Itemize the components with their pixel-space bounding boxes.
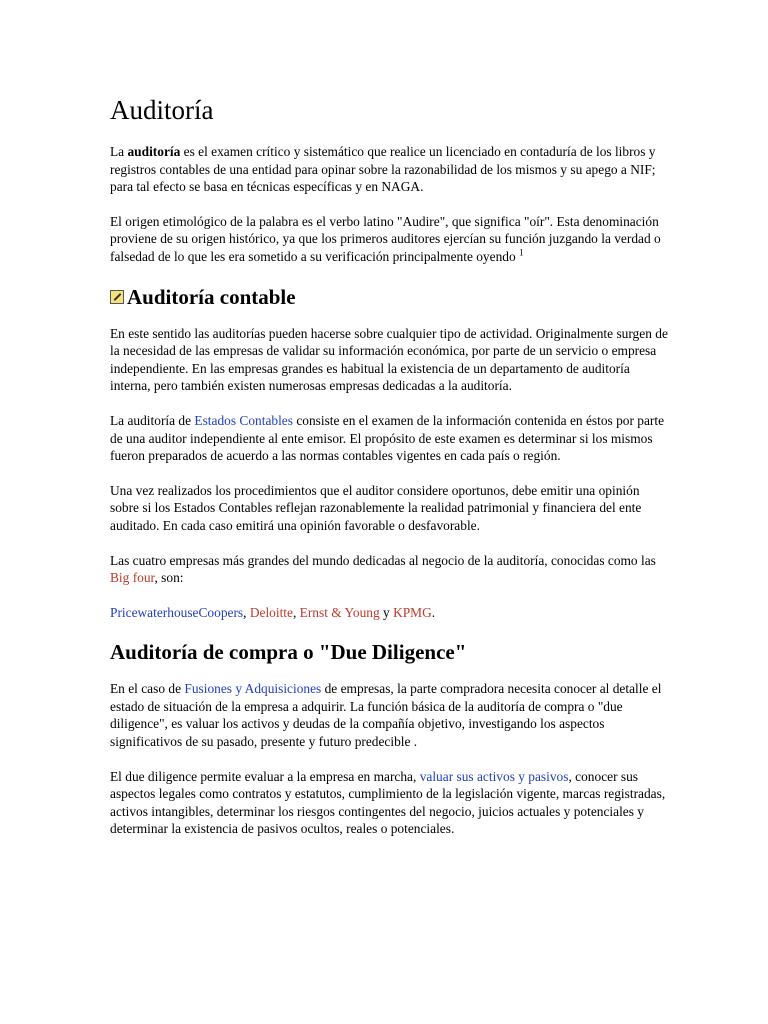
separator: y (379, 604, 394, 620)
link-estados-contables[interactable]: Estados Contables (194, 412, 293, 428)
page-title: Auditoría (110, 95, 214, 125)
separator: . (431, 604, 436, 620)
section-heading-auditoria-contable (110, 283, 668, 311)
paragraph-text: , conocer sus aspectos legales como contratos y estatutos, cumplimiento de la legislación vigente, marcas registradas, activos intangibles, determinar los riesgos contingentes del negocio, juicios actuales y potenciales y determinar la existencia de pasivos ocultos, reales o potenciales. (110, 768, 666, 837)
section1-paragraph-2 (110, 412, 668, 465)
section2-paragraph-2 (110, 768, 668, 838)
separator: , (243, 604, 250, 620)
link-fusiones-adquisiciones[interactable]: Fusiones y Adquisiciones (184, 681, 322, 697)
intro-text: es el examen crítico y sistemático que realice un licenciado en contaduría de los libros y registros contables de una entidad para opinar sobre la razonabilidad de los mismos y su apego a NIF; para tal efecto se basa en técnicas específicas y en NAGA. (110, 144, 656, 195)
paragraph-text: , son: (154, 570, 184, 586)
edit-icon[interactable] (110, 290, 124, 304)
section2-paragraph-1 (110, 680, 668, 750)
link-big-four[interactable]: Big four (110, 570, 155, 586)
paragraph-text: En el caso de (110, 681, 185, 697)
intro-paragraph-1 (110, 143, 668, 196)
link-deloitte[interactable]: Deloitte (249, 604, 293, 620)
intro-paragraph-2 (110, 213, 668, 266)
separator: , (292, 604, 300, 620)
section1-paragraph-1: En este sentido las auditorías pueden hacerse sobre cualquier tipo de actividad. Originalmente surgen de la necesidad de las empresas de validar su información económica, por parte de un servicio o empresa independiente. En las empresas grandes es habitual la existencia de un departamento de auditoría interna, pero también existen numerosas empresas dedicadas a la auditoría. (110, 325, 668, 394)
footnote-ref[interactable]: 1 (519, 247, 524, 258)
firms-list (110, 604, 668, 622)
link-kpmg[interactable]: KPMG (393, 604, 432, 620)
link-pricewaterhousecoopers[interactable]: PricewaterhouseCoopers (110, 604, 244, 620)
link-ernst-young[interactable]: Ernst & Young (299, 604, 380, 620)
paragraph-text: Las cuatro empresas más grandes del mundo dedicadas al negocio de la auditoría, conocidas como las (110, 552, 656, 568)
link-valuar-activos-pasivos[interactable]: valuar sus activos y pasivos (419, 768, 569, 784)
section-heading-due-diligence: Auditoría de compra o "Due Diligence" (110, 640, 467, 665)
paragraph-text: consiste en el examen de la información contenida en éstos por parte de una auditor independiente al ente emisor. El propósito de este examen es determinar si los mismos fueron preparados de acuerdo a las normas contables vigentes en cada país o región. (110, 412, 665, 464)
paragraph-text: de empresas, la parte compradora necesita conocer al detalle el estado de situación de la empresa a adquirir. La función básica de la auditoría de compra o "due diligence", es valuar los activos y deudas de la compañía objetivo, investigando los aspectos significativos de su pasado, presente y futuro predecible . (110, 681, 662, 750)
intro-text: El origen etimológico de la palabra es el verbo latino "Audire", que significa "oír". Esta denominación proviene de su origen histórico, ya que los primeros auditores ejercían su función juzgando la verdad o falsedad de lo que les era sometido a su verificación principalmente oyendo (110, 213, 661, 264)
section1-paragraph-4 (110, 552, 668, 587)
section-heading-text: Auditoría contable (127, 284, 296, 309)
intro-text: La (110, 144, 128, 159)
paragraph-text: La auditoría de (110, 412, 195, 428)
section1-paragraph-3: Una vez realizados los procedimientos que el auditor considere oportunos, debe emitir una opinión sobre si los Estados Contables reflejan razonablemente la realidad patrimonial y financiera del ente auditado. En cada caso emitirá una opinión favorable o desfavorable. (110, 482, 642, 533)
intro-bold-term: auditoría (127, 144, 181, 159)
paragraph-text: El due diligence permite evaluar a la empresa en marcha, (110, 768, 420, 784)
